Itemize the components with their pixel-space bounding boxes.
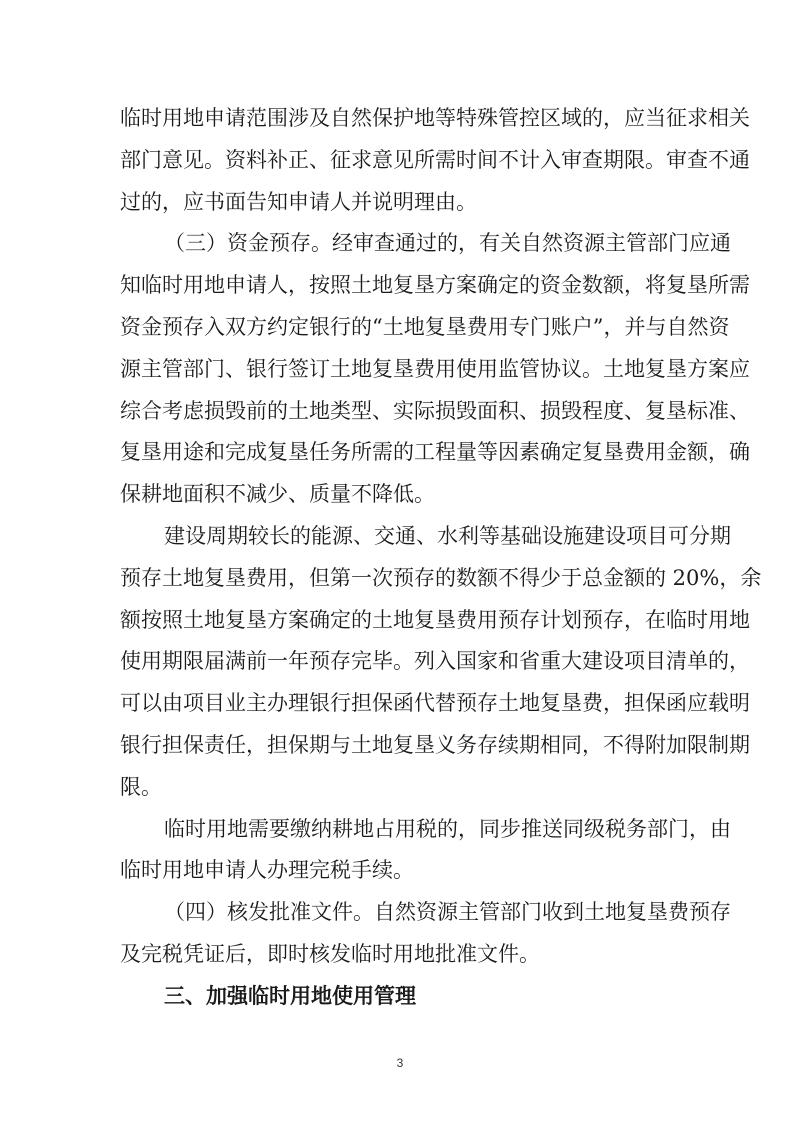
text-line: 临时用地需要缴纳耕地占用税的，同步推送同级税务部门，由	[164, 816, 731, 841]
section-heading: 三、加强临时用地使用管理	[164, 982, 416, 1008]
text-line: 使用期限届满前一年预存完毕。列入国家和省重大建设项目清单的，	[120, 649, 750, 674]
text-line: （三）资金预存。经审查通过的，有关自然资源主管部门应通	[164, 231, 731, 256]
text-line: 临时用地申请人办理完税手续。	[120, 858, 414, 883]
text-line: 及完税凭证后，即时核发临时用地批准文件。	[120, 942, 540, 966]
text-line: （四）核发批准文件。自然资源主管部门收到土地复垦费预存	[164, 900, 731, 925]
text-line: 过的，应书面告知申请人并说明理由。	[120, 189, 477, 214]
page-number: 3	[396, 1056, 404, 1070]
text-line: 源主管部门、银行签订土地复垦费用使用监管协议。土地复垦方案应	[120, 356, 750, 381]
text-line: 额按照土地复垦方案确定的土地复垦费用预存计划预存，在临时用地	[120, 607, 750, 632]
text-line: 临时用地申请范围涉及自然保护地等特殊管控区域的，应当征求相关	[120, 106, 750, 130]
text-line: 限。	[120, 774, 162, 799]
text-line: 部门意见。资料补正、征求意见所需时间不计入审查期限。审查不通	[120, 147, 750, 172]
text-line: 保耕地面积不减少、质量不降低。	[120, 482, 435, 507]
text-line: 资金预存入双方约定银行的“土地复垦费用专门账户”，并与自然资	[120, 315, 730, 339]
text-line: 预存土地复垦费用，但第一次预存的数额不得少于总金额的 20%，余	[120, 565, 762, 590]
text-line: 复垦用途和完成复垦任务所需的工程量等因素确定复垦费用金额，确	[120, 440, 750, 465]
text-line: 银行担保责任，担保期与土地复垦义务存续期相同，不得附加限制期	[120, 733, 750, 757]
text-line: 可以由项目业主办理银行担保函代替预存土地复垦费，担保函应载明	[120, 691, 750, 716]
text-line: 建设周期较长的能源、交通、水利等基础设施建设项目可分期	[164, 524, 731, 548]
text-line: 知临时用地申请人，按照土地复垦方案确定的资金数额，将复垦所需	[120, 273, 750, 298]
text-line: 综合考虑损毁前的土地类型、实际损毁面积、损毁程度、复垦标准、	[120, 398, 750, 423]
